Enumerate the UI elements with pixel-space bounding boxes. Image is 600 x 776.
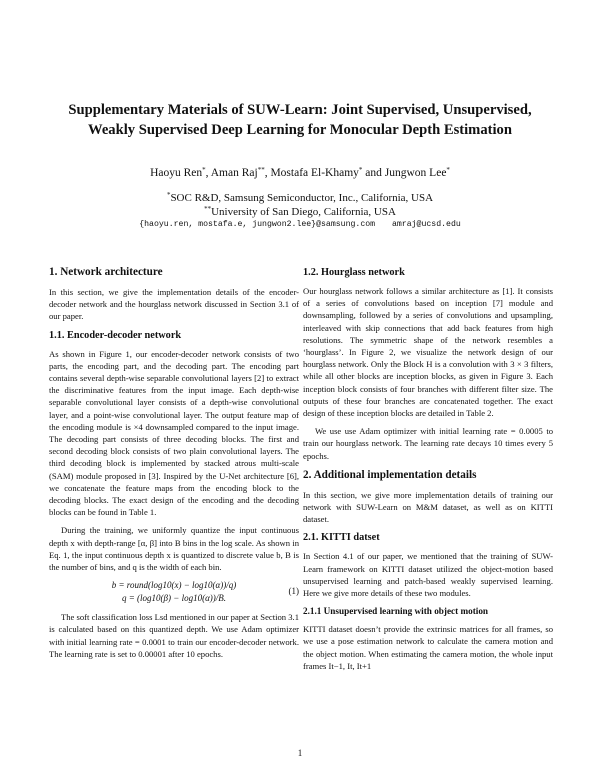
section-heading: 2. Additional implementation details [303, 468, 477, 481]
affiliation-2 [40, 206, 560, 220]
affiliation-mark: ** [204, 204, 212, 213]
affiliations [40, 192, 560, 219]
email-samsung: {haoyu.ren, mostafa.e, jungwon2.lee}@samsung.com [139, 220, 376, 229]
paragraph: Our hourglass network follows a similar architecture as [1]. It consists of a series of convolutions based on inception [7] module and downsampling, followed by a series of convolutions and upsampling, interleaved with skip connections that add back features from high resolutions. The symmetric shape of the network resembles a ‘hourglass’. In Figure 2, we visualize the network design of our hourglass network. Only the Block H is a convolution with 3 × 3 filters, while all other blocks are inception blocks, as given in Figure 3. Each inception block consists of four branches with different filter size. The outputs of these four branches are concatenated together. The exact design of these inception blocks are detailed in Table 2. [303, 286, 553, 419]
page-number: 1 [297, 748, 303, 758]
paper-title [40, 100, 560, 140]
email-ucsd: amraj@ucsd.edu [391, 220, 461, 229]
paragraph: As shown in Figure 1, our encoder-decoder network consists of two parts, the encoding part, and the decoding part. The encoding part contains several depth-wise separable convolutional layers [2] to extract the discriminative features from the input image. Each depth-wise separable convolutional layer consists of a depth-wise convolutional layer, and a point-wise convolutional layer. The output feature map of the encoding module is ×4 downsampled compared to the input image. The decoding part consists of three decoding blocks. The first and second decoding block consists of two plain convolutional layers. The third decoding block is implemented by stacked atrous multi-scale (SAM) module proposed in [3]. Inspired by the U-Net architecture [6], we concatenate the feature maps from the encoding block to the decoding blocks. The exact design of the encoding and the decoding blocks can be found in Table 1. [49, 348, 299, 518]
author-name: Mostafa El-Khamy [270, 167, 359, 179]
paragraph: In this section, we give the implementation details of the encoder-decoder network and the hourglass network discussed in Section 3.1 of our paper. [49, 287, 299, 322]
author-name: Jungwon Lee [384, 167, 447, 179]
equation-line: q = (log10(β) − log10(α))/B. [121, 593, 227, 604]
section-heading: 1. Network architecture [49, 266, 163, 278]
left-column [49, 262, 299, 666]
email-list [40, 220, 560, 229]
subsubsection-heading: 2.1.1 Unsupervised learning with object motion [303, 606, 489, 617]
title-line-2: Weakly Supervised Deep Learning for Monocular Depth Estimation [88, 122, 512, 138]
paragraph: We use use Adam optimizer with initial learning rate = 0.0005 to train our hourglass network. The learning rate decays 10 times every 5 epochs. [303, 426, 553, 461]
author-name: Haoyu Ren [150, 167, 203, 179]
author-list: Haoyu Ren*, Aman Raj**, Mostafa El-Khamy* and Jungwon Lee* [150, 166, 450, 179]
equation-1 [49, 579, 299, 605]
title-line-1: Supplementary Materials of SUW-Learn: Joint Supervised, Unsupervised, [68, 102, 532, 118]
affiliation-1 [40, 192, 560, 206]
right-column [303, 262, 553, 678]
author-name: Aman Raj [210, 167, 258, 179]
author-conjunction: and [365, 167, 382, 179]
author-mark: * [358, 166, 363, 174]
affiliation-text: SOC R&D, Samsung Semiconductor, Inc., California, USA [170, 192, 434, 204]
affiliation-text: University of San Diego, California, USA [211, 205, 396, 218]
paragraph: KITTI dataset doesn’t provide the extrinsic matrices for all frames, so we use a pose estimation network to calculate the camera motion and the object motion. When estimating the camera motion, the whole input frames It−1, It, It+1 [303, 624, 553, 671]
author-mark: * [446, 166, 450, 174]
equation-number: (1) [288, 586, 299, 597]
paragraph: The soft classification loss Lsd mentioned in our paper at Section 3.1 is calculated based on this quantized depth. We use Adam optimizer with initial learning rate = 0.0001 to train our encoder-decoder network. The learning rate is set to 0.00001 after 10 epochs. [49, 612, 299, 659]
subsection-heading: 1.1. Encoder-decoder network [49, 329, 182, 341]
equation-line: b = round(log10(x) − log10(α))/q) [111, 580, 237, 591]
paragraph: In this section, we give more implementation details of training our network with SUW-Learn on M&M dataset, as well as on KITTI dataset. [303, 489, 553, 525]
paragraph: In Section 4.1 of our paper, we mentioned that the training of SUW-Learn framework on KITTI dataset utilized the object-motion based unsupervised learning and patch-based weakly supervised learning. Here we give more details of these two modules. [303, 551, 553, 599]
paragraph: During the training, we uniformly quantize the input continuous depth x with depth-range [α, β] into B bins in the log scale. As shown in Eq. 1, the input continuous depth x is quantized to discrete value b, B is the number of bins, and q is the width of each bin. [49, 525, 299, 573]
author-mark: * [202, 166, 206, 174]
subsection-heading: 1.2. Hourglass network [303, 267, 405, 278]
subsection-heading: 2.1. KITTI datset [303, 532, 380, 544]
affiliation-mark: * [166, 191, 171, 199]
author-mark: ** [257, 166, 265, 174]
